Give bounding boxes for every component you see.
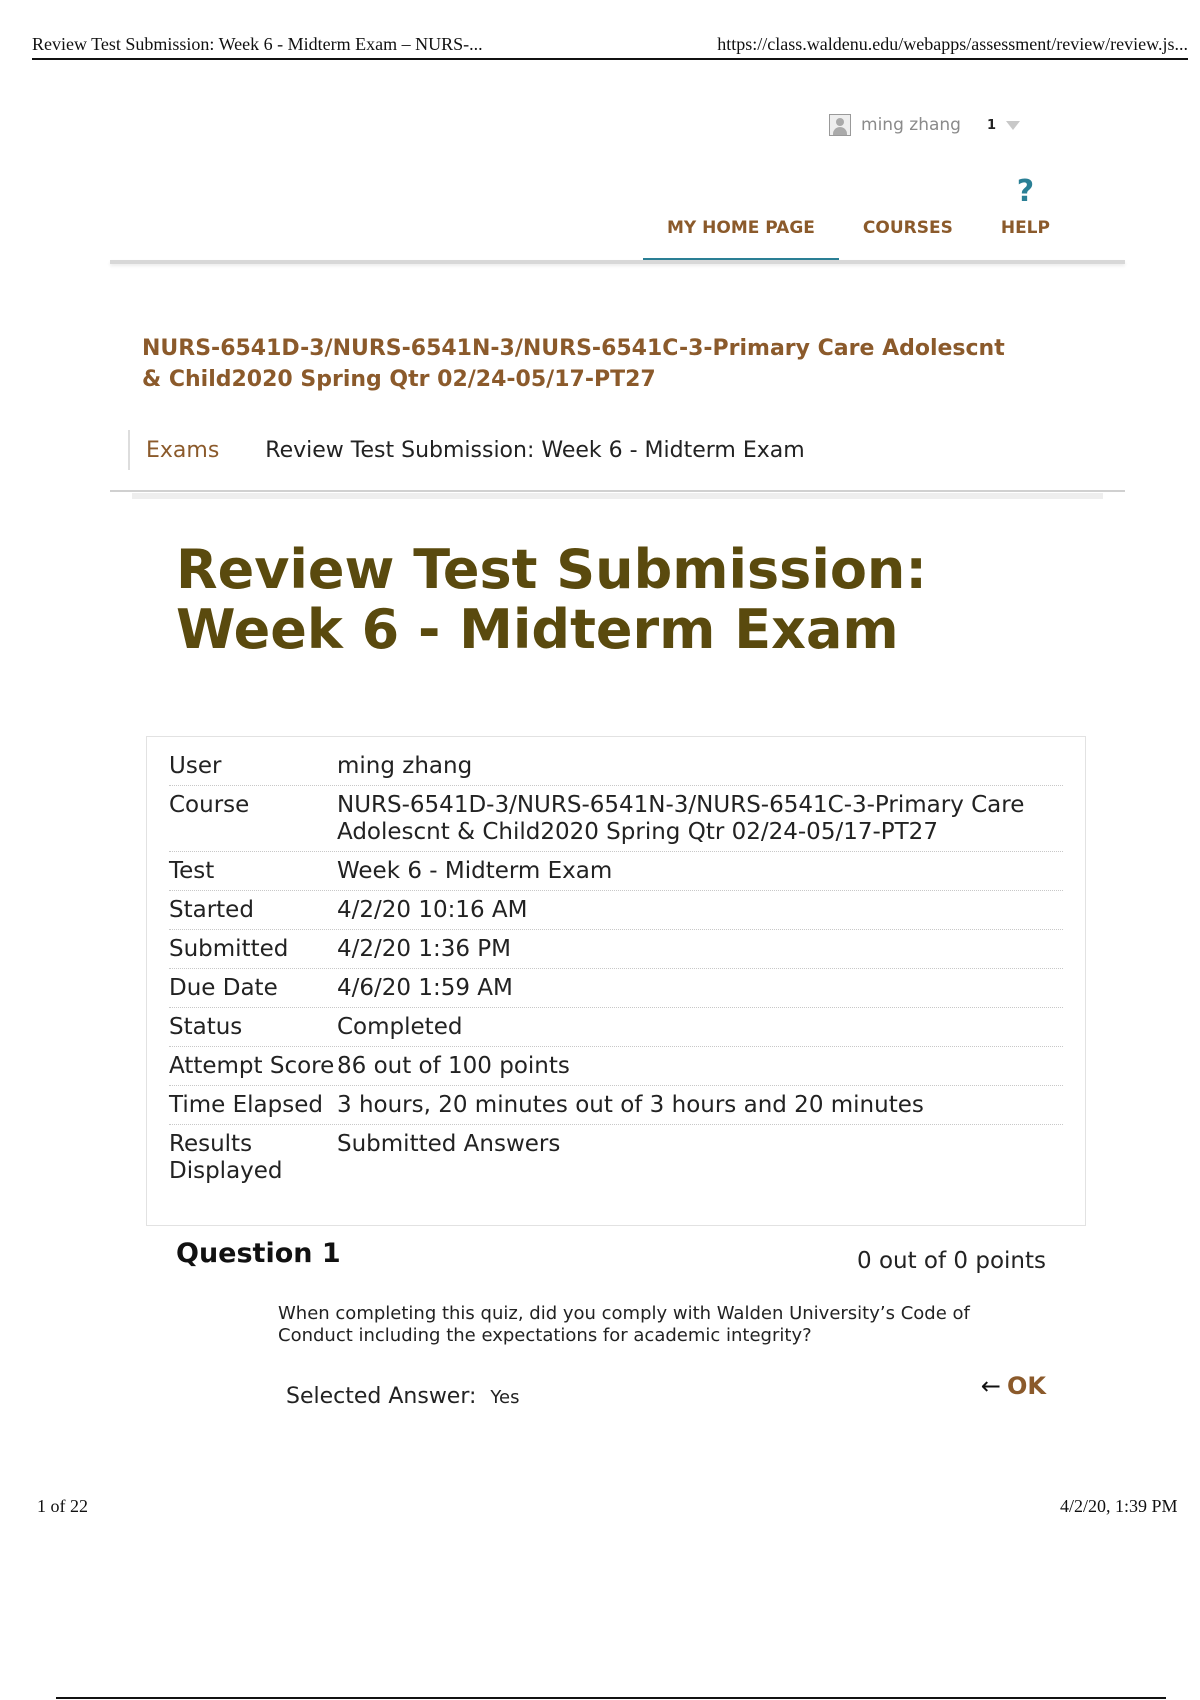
detail-value: 4/2/20 1:36 PM bbox=[337, 936, 512, 962]
question-points: 0 out of 0 points bbox=[857, 1248, 1046, 1274]
detail-value: Submitted Answers bbox=[337, 1131, 561, 1157]
detail-row-status bbox=[169, 1008, 1063, 1047]
print-header bbox=[32, 34, 1188, 60]
nav-label: HELP bbox=[1000, 218, 1050, 238]
user-name[interactable]: ming zhang bbox=[861, 115, 961, 135]
print-page-title: Review Test Submission: Week 6 - Midterm Exam – NURS-... bbox=[32, 34, 483, 54]
question-text: When completing this quiz, did you comply with Walden University’s Code of Conduct including the expectations for academic integrity? bbox=[278, 1303, 970, 1346]
detail-value: Completed bbox=[337, 1014, 463, 1040]
detail-value: Week 6 - Midterm Exam bbox=[337, 858, 613, 884]
selected-answer-value: Yes bbox=[490, 1387, 520, 1408]
detail-label: Course bbox=[169, 792, 250, 818]
chevron-down-icon[interactable] bbox=[1006, 121, 1020, 130]
selected-answer bbox=[286, 1384, 519, 1409]
detail-label: Started bbox=[169, 897, 254, 923]
detail-value: 86 out of 100 points bbox=[337, 1053, 570, 1079]
ok-label: OK bbox=[1007, 1372, 1046, 1400]
course-title-link[interactable]: NURS-6541D-3/NURS-6541N-3/NURS-6541C-3-Primary Care Adolescnt & Child2020 Spring Qtr 02/24-05/17-PT27 bbox=[142, 336, 1005, 392]
detail-label: Due Date bbox=[169, 975, 278, 1001]
breadcrumb-exams-link[interactable]: Exams bbox=[146, 437, 220, 463]
detail-row-started bbox=[169, 891, 1063, 930]
notification-count[interactable]: 1 bbox=[986, 117, 996, 133]
breadcrumb-current: Review Test Submission: Week 6 - Midterm Exam bbox=[265, 437, 805, 463]
detail-label: Time Elapsed bbox=[169, 1092, 323, 1118]
nav-label: COURSES bbox=[862, 218, 953, 238]
detail-label: Attempt Score bbox=[169, 1053, 335, 1079]
detail-row-test bbox=[169, 852, 1063, 891]
detail-value: NURS-6541D-3/NURS-6541N-3/NURS-6541C-3-Primary Care Adolescnt & Child2020 Spring Qtr 02/24-05/17-PT27 bbox=[337, 792, 1025, 845]
submission-details-table bbox=[146, 736, 1086, 1226]
page-bottom-divider bbox=[56, 1697, 1166, 1699]
breadcrumb-shadow bbox=[132, 493, 1103, 499]
detail-row-user bbox=[169, 747, 1063, 786]
nav-divider bbox=[110, 260, 1125, 264]
detail-label: Status bbox=[169, 1014, 243, 1040]
detail-row-time-elapsed bbox=[169, 1086, 1063, 1125]
detail-row-due-date bbox=[169, 969, 1063, 1008]
nav-help[interactable] bbox=[977, 174, 1074, 262]
avatar-icon bbox=[829, 114, 851, 136]
detail-value: ming zhang bbox=[337, 753, 473, 779]
detail-row-attempt-score bbox=[169, 1047, 1063, 1086]
detail-value: 4/6/20 1:59 AM bbox=[337, 975, 513, 1001]
ok-button[interactable] bbox=[981, 1372, 1046, 1400]
detail-value: 4/2/20 10:16 AM bbox=[337, 897, 528, 923]
nav-label: MY HOME PAGE bbox=[667, 218, 815, 238]
nav-courses[interactable] bbox=[839, 174, 977, 262]
nav-my-home-page[interactable] bbox=[643, 174, 839, 262]
print-timestamp: 4/2/20, 1:39 PM bbox=[1060, 1496, 1178, 1516]
detail-value: 3 hours, 20 minutes out of 3 hours and 20 minutes bbox=[337, 1092, 924, 1118]
detail-row-results-displayed bbox=[169, 1125, 1063, 1190]
detail-row-course bbox=[169, 786, 1063, 852]
detail-label: Submitted bbox=[169, 936, 289, 962]
question-header: Question 1 bbox=[176, 1238, 341, 1269]
detail-label: Results Displayed bbox=[169, 1131, 283, 1184]
breadcrumb-divider bbox=[110, 490, 1125, 492]
detail-label: User bbox=[169, 753, 222, 779]
breadcrumb bbox=[128, 430, 805, 470]
print-page-number: 1 of 22 bbox=[37, 1496, 88, 1516]
detail-label: Test bbox=[169, 858, 215, 884]
print-page-url: https://class.waldenu.edu/webapps/assessment/review/review.js... bbox=[717, 34, 1188, 54]
help-icon[interactable]: ? bbox=[1016, 174, 1035, 209]
detail-row-submitted bbox=[169, 930, 1063, 969]
page-title: Review Test Submission: Week 6 - Midterm Exam bbox=[176, 538, 927, 661]
arrow-left-icon: ← bbox=[980, 1372, 1001, 1400]
selected-answer-label: Selected Answer: bbox=[286, 1384, 477, 1409]
user-menu[interactable] bbox=[829, 114, 1020, 136]
main-nav bbox=[643, 174, 1074, 262]
